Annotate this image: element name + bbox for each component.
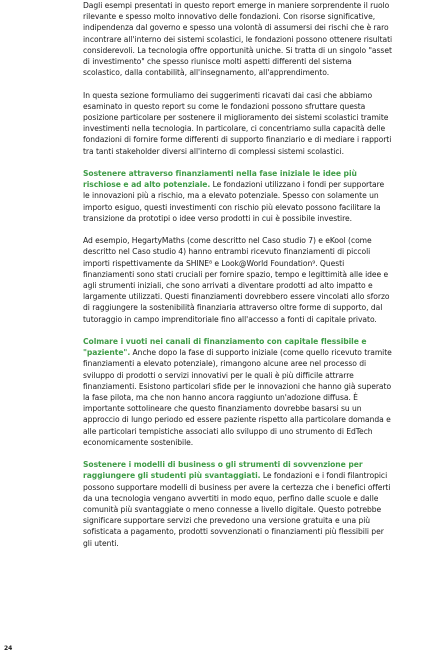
spacer: [83, 224, 393, 235]
spacer: [83, 448, 393, 459]
document-body: [83, 0, 393, 549]
spacer: [83, 157, 393, 168]
paragraph-5-text: Anche dopo la fase di supporto iniziale (come quello ricevuto tramite finanziamenti a elevato potenziale), rimangono alcune aree nel processo di sviluppo di prodotti o servizi innovativi per le quali è più difficile attrarre finanziamenti. Esistono particolari sfide per le innovazioni che hanno già superato la fase pilota, ma che non hanno ancora raggiunto un'adozione diffusa. È importante sottolineare che questo finanziamento dovrebbe basarsi su un approccio di lungo periodo ed essere paziente rispetto alla particolare domanda e alle particolari tempistiche associati allo sviluppo di uno strumento di EdTech economicamente sostenibile.: [83, 348, 392, 447]
paragraph-3-highlight: Sostenere attraverso finanziamenti nella fase iniziale le idee più rischiose e ad alto potenziale.: [83, 169, 357, 190]
paragraph-1-text: Dagli esempi presentati in questo report emerge in maniere sorprendente il ruolo rilevante e spesso molto innovativo delle fondazioni. Con risorse significative, indipendenza dal governo e spesso una volontà di assumersi dei rischi che è raro incontrare all'interno dei sistemi scolastici, le fondazioni possono ottenere risultati considerevoli. La tecnologia offre opportunità uniche. Si tratta di un singolo "asset di investimento" che spesso riunisce molti aspetti differenti del sistema scolastico, dalla contabilità, all'insegnamento, all'apprendimento.: [83, 1, 393, 78]
paragraph-3: [83, 168, 393, 224]
paragraph-1: [83, 0, 393, 78]
paragraph-2-text: In questa sezione formuliamo dei suggerimenti ricavati dai casi che abbiamo esaminato in questo report su come le fondazioni possono sfruttare questa posizione particolare per sostenere il miglioramento dei sistemi scolastici tramite investimenti nella tecnologia. In particolare, ci concentriamo sulla capacità delle fondazioni di fornire forme differenti di supporto finanziario e di mediare i rapporti tra tanti stakeholder diversi all'interno di complessi sistemi scolastici.: [83, 90, 392, 156]
paragraph-3-text: Le fondazioni utilizzano i fondi per supportare le innovazioni più a rischio, ma a elevato potenziale. Spesso con solamente un importo esiguo, questi investimenti con rischio più elevato possono facilitare la transizione da prototipi o idee verso prodotti in cui è possibile investire.: [83, 180, 385, 223]
paragraph-5: [83, 336, 393, 448]
paragraph-4-text: Ad esempio, HegartyMaths (come descritto nel Caso studio 7) e eKool (come descritto nel Caso studio 4) hanno entrambi ricevuto finanziamenti di piccoli importi rispettivamente da SHINE⁸ e Look@World Foundation⁹. Questi finanziamenti sono stati cruciali per fornire spazio, tempo e legittimità alle idee e agli strumenti iniziali, che sono arrivati a diventare prodotti ad alto impatto e largamente utilizzati. Questi finanziamenti dovrebbero essere vincolati allo sforzo di raggiungere la sostenibilità finanziaria attraverso oltre forme di supporto, dal tutoraggio in campo imprenditoriale fino all'accesso a fonti di capitale privato.: [83, 236, 390, 324]
paragraph-5-highlight: Colmare i vuoti nei canali di finanziamento con capitale flessibile e "paziente".: [83, 337, 367, 358]
spacer: [83, 325, 393, 336]
paragraph-6-text: Le fondazioni e i fondi filantropici possono supportare modelli di business per avere la certezza che i benefici offerti da una tecnologia vengano avvertiti in modo equo, perfino dalle scuole e dalle comunità più svantaggiate o meno connesse a livello digitale. Questo potrebbe significare supportare servizi che prevedono una versione gratuita e una più sofisticata a pagamento, prodotti sovvenzionati o finanziamenti più flessibili per gli utenti.: [83, 471, 391, 548]
spacer: [83, 78, 393, 89]
page-number: 24: [4, 645, 13, 652]
paragraph-4: [83, 235, 393, 325]
paragraph-6: [83, 459, 393, 549]
paragraph-6-highlight: Sostenere i modelli di business o gli strumenti di sovvenzione per raggiungere gli studenti più svantaggiati.: [83, 460, 363, 481]
paragraph-2: [83, 90, 393, 157]
